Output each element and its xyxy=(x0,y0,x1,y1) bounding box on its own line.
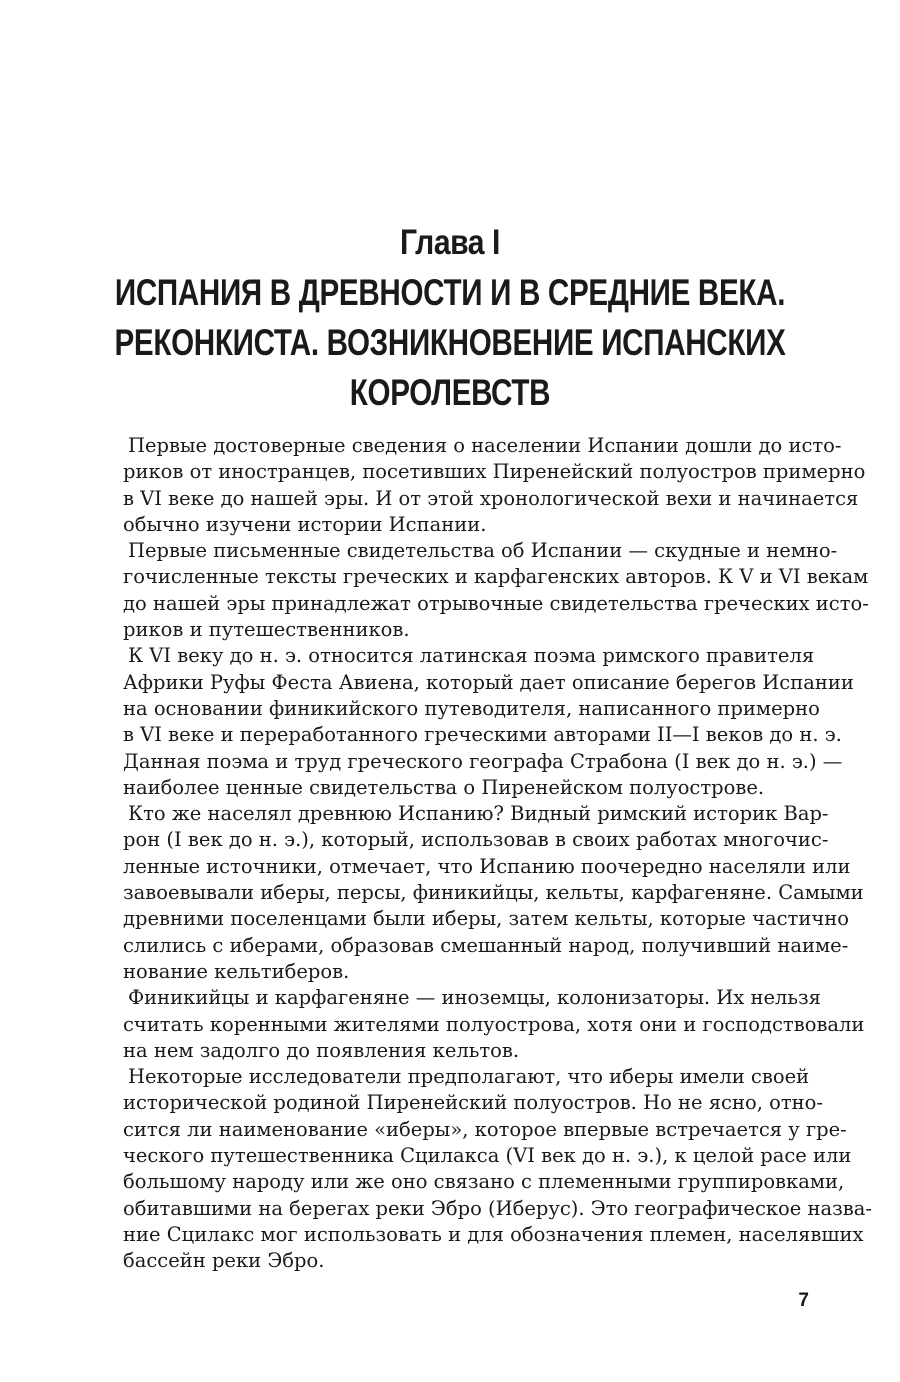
text-line: до нашей эры принадлежат отрывочные свидетельства греческих исто- xyxy=(123,591,869,615)
paragraph xyxy=(123,433,866,538)
paragraph xyxy=(123,1064,872,1274)
paragraph xyxy=(123,801,864,985)
text-line: исторической родиной Пиренейский полуостров. Но не ясно, отно- xyxy=(123,1091,823,1115)
text-line: Некоторые исследователи предполагают, что иберы имели своей xyxy=(128,1065,810,1089)
text-line: на нем задолго до появления кельтов. xyxy=(123,1038,520,1062)
chapter-title-line: ИСПАНИЯ В ДРЕВНОСТИ И В СРЕДНИЕ ВЕКА. xyxy=(114,272,786,313)
chapter-heading xyxy=(0,222,900,418)
text-line: Кто же населял древнюю Испанию? Видный римский историк Вар- xyxy=(128,802,829,826)
chapter-title xyxy=(90,268,810,418)
text-line: завоевывали иберы, персы, финикийцы, кельты, карфагеняне. Самыми xyxy=(123,881,864,905)
text-line: Первые письменные свидетельства об Испании — скудные и немно- xyxy=(128,539,838,563)
text-line: гочисленные тексты греческих и карфагенских авторов. К V и VI векам xyxy=(123,565,869,589)
text-line: Африки Руфы Феста Авиена, который дает описание берегов Испании xyxy=(123,670,854,694)
text-line: Данная поэма и труд греческого географа Страбона (I век до н. э.) — xyxy=(123,749,843,773)
paragraph xyxy=(123,643,854,801)
chapter-title-line: РЕКОНКИСТА. ВОЗНИКНОВЕНИЕ ИСПАНСКИХ xyxy=(114,322,786,363)
text-line: считать коренными жителями полуострова, хотя они и господствовали xyxy=(123,1012,865,1036)
text-line: Первые достоверные сведения о населении Испании дошли до исто- xyxy=(128,434,842,457)
text-line: риков и путешественников. xyxy=(123,618,410,642)
text-line: в VI веке и переработанного греческими авторами II—I веков до н. э. xyxy=(123,723,842,747)
text-line: слились с иберами, образовав смешанный народ, получивший наиме- xyxy=(123,933,849,957)
text-line: большому народу или же оно связано с племенными группировками, xyxy=(123,1170,845,1194)
text-line: Финикийцы и карфагеняне — иноземцы, колонизаторы. Их нельзя xyxy=(128,986,821,1010)
paragraph xyxy=(123,538,869,643)
text-line: риков от иностранцев, посетивших Пиренейский полуостров примерно xyxy=(123,460,866,484)
text-line: бассейн реки Эбро. xyxy=(123,1249,325,1273)
text-line: обитавшими на берегах реки Эбро (Иберус). Это географическое назва- xyxy=(123,1196,872,1220)
text-line: обычно изучени истории Испании. xyxy=(123,512,487,536)
text-line: наиболее ценные свидетельства о Пиренейском полуострове. xyxy=(123,775,765,799)
text-line: нование кельтиберов. xyxy=(123,959,350,983)
text-line: ленные источники, отмечает, что Испанию поочередно населяли или xyxy=(123,854,851,878)
text-line: К VI веку до н. э. относится латинская поэма римского правителя xyxy=(128,644,815,668)
text-line: сится ли наименование «иберы», которое впервые встречается у гре- xyxy=(123,1117,847,1141)
body-text xyxy=(123,433,872,1275)
page-number: 7 xyxy=(798,1290,809,1311)
text-line: в VI веке до нашей эры. И от этой хронологической вехи и начинается xyxy=(123,486,859,510)
paragraph xyxy=(123,985,865,1064)
text-line: ние Сцилакс мог использовать и для обозначения племен, населявших xyxy=(123,1222,864,1246)
chapter-label: Глава I xyxy=(399,223,500,262)
text-line: рон (I век до н. э.), который, использовав в своих работах многочис- xyxy=(123,828,829,852)
text-line: древними поселенцами были иберы, затем кельты, которые частично xyxy=(123,907,849,931)
chapter-title-line: КОРОЛЕВСТВ xyxy=(349,372,551,413)
text-line: на основании финикийского путеводителя, написанного примерно xyxy=(123,696,820,720)
text-line: ческого путешественника Сцилакса (VI век до н. э.), к целой расе или xyxy=(123,1144,852,1168)
